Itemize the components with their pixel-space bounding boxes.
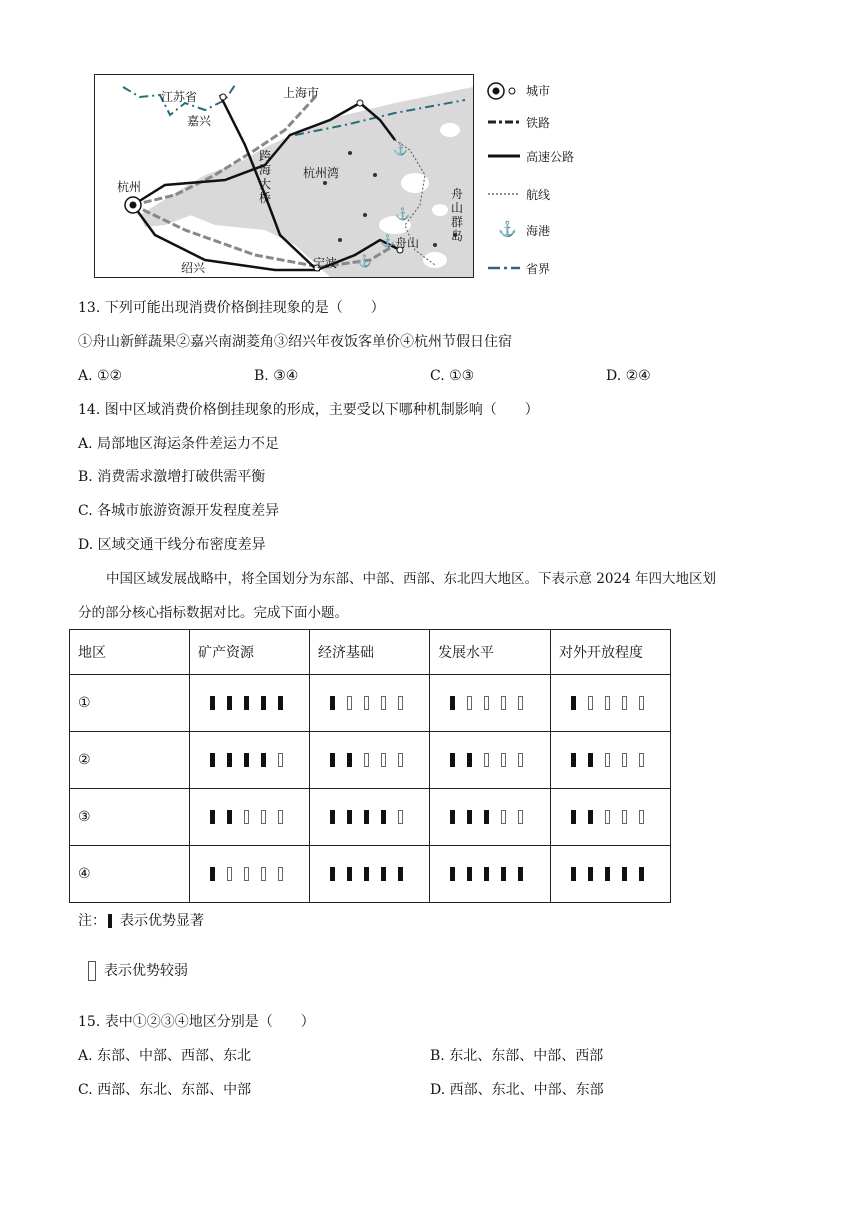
weak-bar-icon [88, 961, 96, 981]
strong-bar [571, 696, 576, 710]
weak-bar [588, 696, 593, 710]
legend-expressway [486, 146, 596, 168]
strong-bar [244, 696, 249, 710]
note-strong-text: 表示优势显著 [120, 913, 204, 929]
indicator-bars [438, 696, 550, 710]
strong-bar [588, 753, 593, 767]
indicator-cell [310, 675, 430, 732]
legend-shipping [486, 184, 596, 206]
indicator-cell [430, 846, 551, 903]
strong-bar [227, 810, 232, 824]
legend-label: 海港 [526, 224, 551, 238]
table-row [70, 732, 671, 789]
weak-bar [639, 696, 644, 710]
weak-bar [605, 810, 610, 824]
strong-bar [450, 867, 455, 881]
label-ningbo: 宁波 [313, 256, 338, 270]
strong-bar [210, 810, 215, 824]
weak-bar [364, 696, 369, 710]
q13-option-b[interactable]: B. ③④ [254, 368, 299, 384]
label-islands: 舟山群岛 [451, 187, 464, 243]
indicator-bars [198, 867, 309, 881]
weak-bar [484, 696, 489, 710]
strong-bar [244, 753, 249, 767]
q13-stem: 13. 下列可能出现消费价格倒挂现象的是（ ） [78, 300, 385, 316]
table-header-row [70, 630, 671, 675]
city-icon [486, 80, 520, 102]
expressway-icon [488, 152, 522, 160]
label-jiaxing: 嘉兴 [187, 114, 212, 128]
q14-option-b[interactable]: B. 消费需求激增打破供需平衡 [78, 469, 266, 485]
weak-bar [278, 753, 283, 767]
indicator-cell [551, 675, 671, 732]
weak-bar [467, 696, 472, 710]
table-row [70, 675, 671, 732]
weak-bar [227, 867, 232, 881]
note-weak [88, 961, 188, 981]
indicator-bars [318, 810, 429, 824]
strong-bar [450, 810, 455, 824]
strong-bar [467, 753, 472, 767]
weak-bar [622, 696, 627, 710]
legend-label: 航线 [526, 188, 551, 202]
strong-bar [364, 867, 369, 881]
strong-bar [467, 867, 472, 881]
indicator-cell [310, 846, 430, 903]
q13-option-a[interactable]: A. ①② [78, 368, 123, 384]
strong-bar [467, 810, 472, 824]
region-cell: ③ [70, 789, 190, 846]
region-comparison-table [69, 629, 671, 903]
indicator-bars [198, 753, 309, 767]
strong-bar [605, 867, 610, 881]
svg-text:⚓: ⚓ [380, 234, 395, 248]
weak-bar [398, 753, 403, 767]
indicator-bars [438, 867, 550, 881]
weak-bar [622, 810, 627, 824]
indicator-cell [310, 732, 430, 789]
indicator-cell [190, 846, 310, 903]
strong-bar [330, 753, 335, 767]
seaport-icon: ⚓ [498, 220, 517, 238]
strong-bar [278, 696, 283, 710]
weak-bar [398, 810, 403, 824]
weak-bar [278, 867, 283, 881]
railway-icon [488, 118, 522, 126]
q14-option-c[interactable]: C. 各城市旅游资源开发程度差异 [78, 503, 280, 519]
strong-bar [347, 753, 352, 767]
weak-bar [244, 867, 249, 881]
indicator-bars [438, 810, 550, 824]
strong-bar [261, 696, 266, 710]
strong-bar [227, 753, 232, 767]
legend-province-border [486, 258, 596, 280]
header-cell: 对外开放程度 [551, 630, 671, 675]
strong-bar [639, 867, 644, 881]
indicator-bars [559, 753, 670, 767]
region-map [94, 74, 474, 278]
weak-bar [639, 810, 644, 824]
strong-bar [484, 867, 489, 881]
strong-bar [484, 810, 489, 824]
indicator-bars [318, 696, 429, 710]
note-weak-text: 表示优势较弱 [104, 963, 188, 979]
strong-bar [210, 867, 215, 881]
indicator-cell [551, 732, 671, 789]
q14-option-a[interactable]: A. 局部地区海运条件差运力不足 [78, 436, 280, 452]
indicator-bars [318, 753, 429, 767]
weak-bar [501, 696, 506, 710]
strong-bar [588, 810, 593, 824]
indicator-cell [551, 789, 671, 846]
strong-bar [571, 867, 576, 881]
label-hangzhou: 杭州 [117, 180, 142, 194]
weak-bar [518, 753, 523, 767]
weak-bar [364, 753, 369, 767]
strong-bar [330, 696, 335, 710]
q15-option-a[interactable]: A. 东部、中部、西部、东北 [78, 1048, 252, 1064]
indicator-bars [198, 810, 309, 824]
indicator-cell [190, 732, 310, 789]
strong-bar [227, 696, 232, 710]
strong-bar [381, 867, 386, 881]
legend-label: 城市 [526, 84, 551, 98]
header-cell: 发展水平 [430, 630, 551, 675]
legend-label: 铁路 [526, 116, 551, 130]
shipping-route-icon [488, 190, 522, 198]
q15-option-d[interactable]: D. 西部、东北、中部、东部 [430, 1082, 604, 1098]
weak-bar [518, 696, 523, 710]
indicator-cell [190, 675, 310, 732]
q13-option-c[interactable]: C. ①③ [430, 368, 475, 384]
weak-bar [261, 867, 266, 881]
strong-bar [261, 753, 266, 767]
weak-bar [261, 810, 266, 824]
svg-text:⚓: ⚓ [357, 254, 372, 268]
legend-railway [486, 112, 596, 134]
weak-bar [347, 696, 352, 710]
strong-bar [571, 810, 576, 824]
weak-bar [518, 810, 523, 824]
weak-bar [484, 753, 489, 767]
intro-line-2: 分的部分核心指标数据对比。完成下面小题。 [78, 605, 348, 621]
svg-text:⚓: ⚓ [393, 142, 408, 156]
strong-bar [210, 696, 215, 710]
strong-bar [364, 810, 369, 824]
weak-bar [501, 810, 506, 824]
weak-bar [398, 696, 403, 710]
note-prefix: 注： [78, 913, 106, 929]
label-jiangsu: 江苏省 [161, 90, 198, 104]
header-cell: 经济基础 [310, 630, 430, 675]
strong-bar [347, 867, 352, 881]
strong-bar [450, 696, 455, 710]
indicator-bars [559, 696, 670, 710]
legend-label: 高速公路 [526, 150, 575, 164]
strong-bar [450, 753, 455, 767]
header-cell: 地区 [70, 630, 190, 675]
weak-bar [622, 753, 627, 767]
q15-option-c[interactable]: C. 西部、东北、东部、中部 [78, 1082, 252, 1098]
note-strong [78, 911, 204, 931]
table-row [70, 846, 671, 903]
weak-bar [605, 753, 610, 767]
indicator-bars [318, 867, 429, 881]
indicator-bars [559, 867, 670, 881]
strong-bar [381, 810, 386, 824]
strong-bar [622, 867, 627, 881]
label-zhoushan: 舟山 [395, 236, 420, 250]
label-shanghai: 上海市 [283, 86, 320, 100]
strong-bar [330, 810, 335, 824]
strong-bar [210, 753, 215, 767]
legend-city [486, 80, 596, 102]
label-shaoxing: 绍兴 [181, 261, 206, 275]
label-bridge: 跨海大桥 [259, 149, 272, 205]
weak-bar [639, 753, 644, 767]
weak-bar [244, 810, 249, 824]
province-border-icon [488, 264, 522, 272]
indicator-cell [430, 732, 551, 789]
strong-bar [588, 867, 593, 881]
strong-bar [518, 867, 523, 881]
region-cell: ② [70, 732, 190, 789]
legend-seaport [486, 220, 596, 242]
q13-items: ①舟山新鲜蔬果②嘉兴南湖菱角③绍兴年夜饭客单价④杭州节假日住宿 [78, 334, 512, 350]
region-cell: ④ [70, 846, 190, 903]
svg-text:⚓: ⚓ [395, 207, 410, 221]
strong-bar [330, 867, 335, 881]
indicator-bars [559, 810, 670, 824]
weak-bar [381, 696, 386, 710]
weak-bar [605, 696, 610, 710]
q14-option-d[interactable]: D. 区域交通干线分布密度差异 [78, 537, 266, 553]
q15-stem: 15. 表中①②③④地区分别是（ ） [78, 1014, 315, 1030]
strong-bar [398, 867, 403, 881]
strong-bar [501, 867, 506, 881]
indicator-cell [190, 789, 310, 846]
weak-bar [501, 753, 506, 767]
indicator-cell [430, 675, 551, 732]
table-row [70, 789, 671, 846]
indicator-cell [551, 846, 671, 903]
indicator-bars [198, 696, 309, 710]
q13-option-d[interactable]: D. ②④ [606, 368, 651, 384]
indicator-bars [438, 753, 550, 767]
weak-bar [381, 753, 386, 767]
strong-bar [347, 810, 352, 824]
label-hangzhou-bay: 杭州湾 [303, 166, 340, 180]
weak-bar [278, 810, 283, 824]
strong-bar-icon [108, 914, 112, 928]
strong-bar [571, 753, 576, 767]
region-cell: ① [70, 675, 190, 732]
indicator-cell [430, 789, 551, 846]
legend-label: 省界 [526, 262, 551, 276]
intro-line-1: 中国区域发展战略中，将全国划分为东部、中部、西部、东北四大地区。下表示意 2024 年四大地区划 [106, 571, 716, 587]
q15-option-b[interactable]: B. 东北、东部、中部、西部 [430, 1048, 604, 1064]
indicator-cell [310, 789, 430, 846]
header-cell: 矿产资源 [190, 630, 310, 675]
q14-stem: 14. 图中区域消费价格倒挂现象的形成，主要受以下哪种机制影响（ ） [78, 402, 539, 418]
